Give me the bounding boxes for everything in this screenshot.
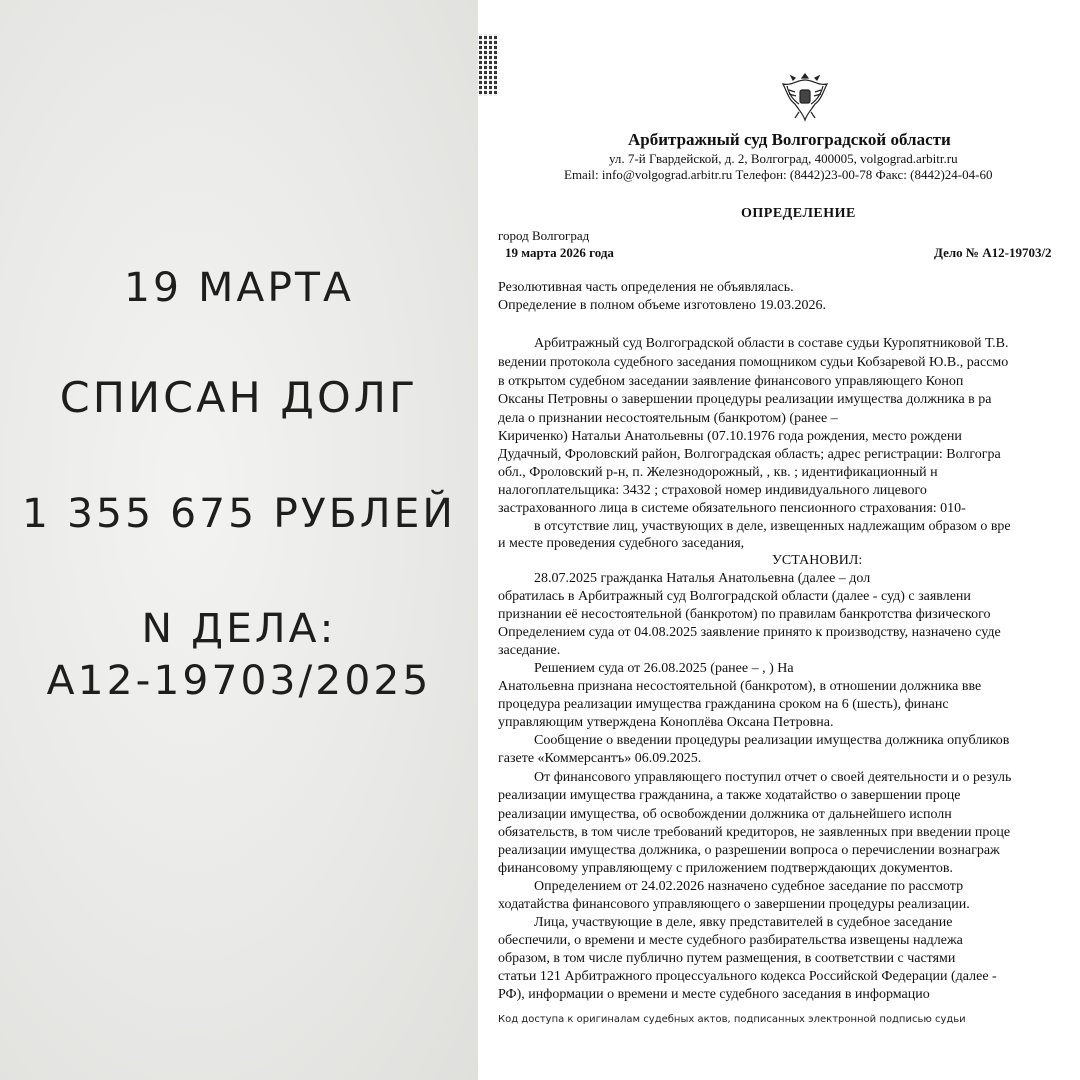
document-city: город Волгоград: [498, 228, 590, 243]
doc-line: процедура реализации имущества гражданина сроком на 6 (шесть), финанс: [498, 697, 949, 712]
case-number: Дело № А12-19703/2: [934, 245, 1052, 260]
access-code-footer: Код доступа к оригиналам судебных актов, подписанных электронной подписью судьи: [498, 1014, 966, 1025]
coat-of-arms-icon: [775, 66, 835, 126]
doc-line: застрахованного лица в системе обязательного пенсионного страхования: 010-: [498, 501, 966, 516]
doc-line: Анатольевна признана несостоятельной (банкротом), в отношении должника вве: [498, 679, 982, 694]
headline-case-number: А12-19703/2025: [46, 658, 432, 704]
document-date: 19 марта 2026 года: [505, 245, 614, 260]
qr-code-icon: [479, 34, 497, 96]
court-name: Арбитражный суд Волгоградской области: [628, 130, 951, 149]
doc-line: реализации имущества должника, о разрешении вопроса о перечислении вознаграж: [498, 843, 1000, 858]
doc-line: 28.07.2025 гражданка Наталья Анатольевна (далее – дол: [534, 571, 871, 586]
doc-line: образом, в том числе публично путем размещения, в соответствии с частями: [498, 951, 956, 966]
court-contacts: Email: info@volgograd.arbitr.ru Телефон: (8442)23-00-78 Факс: (8442)24-04-60: [564, 167, 993, 182]
doc-line: Лица, участвующие в деле, явку представителей в судебное заседание: [534, 915, 953, 930]
headline-date: 19 МАРТА: [124, 265, 354, 311]
doc-line: реализации имущества, об освобождении должника от дальнейшего исполн: [498, 807, 952, 822]
doc-line: налогоплательщика: 3432 ; страховой номер индивидуального лицевого: [498, 483, 927, 498]
doc-line: газете «Коммерсантъ» 06.09.2025.: [498, 751, 702, 766]
doc-line: Дудачный, Фроловский район, Волгоградская область; адрес регистрации: Волгогра: [498, 447, 1001, 462]
doc-line: и месте проведения судебного заседания,: [498, 536, 745, 551]
doc-line: Оксаны Петровны о завершении процедуры реализации имущества должника в ра: [498, 392, 992, 407]
doc-line: Кириченко) Натальи Анатольевны (07.10.1976 года рождения, место рождени: [498, 429, 962, 444]
doc-line: обл., Фроловский р-н, п. Железнодорожный, , кв. ; идентификационный н: [498, 465, 938, 480]
doc-line: заседание.: [498, 643, 561, 658]
doc-heading-established: УСТАНОВИЛ:: [772, 553, 863, 568]
document-type: ОПРЕДЕЛЕНИЕ: [741, 206, 856, 221]
doc-line: в открытом судебном заседании заявление финансового управляющего Коноп: [498, 374, 964, 389]
headline-amount: 1 355 675 РУБЛЕЙ: [21, 491, 457, 537]
court-document: [478, 0, 1080, 1080]
doc-line: реализации имущества гражданина, а также ходатайство о завершении проце: [498, 788, 961, 803]
doc-line: управляющим утверждена Коноплёва Оксана Петровна.: [498, 715, 834, 730]
headline-panel: [0, 0, 478, 1080]
doc-line: Определением суда от 04.08.2025 заявление принято к производству, назначено суде: [498, 625, 1001, 640]
doc-line: Сообщение о введении процедуры реализации имущества должника опубликов: [534, 733, 1010, 748]
doc-line: в отсутствие лиц, участвующих в деле, извещенных надлежащим образом о вре: [534, 519, 1011, 534]
doc-line: ходатайства финансового управляющего о завершении процедуры реализации.: [498, 897, 970, 912]
court-address: ул. 7-й Гвардейской, д. 2, Волгоград, 400005, volgograd.arbitr.ru: [609, 151, 958, 166]
doc-line: Определение в полном объеме изготовлено 19.03.2026.: [498, 298, 826, 313]
doc-line: РФ), информации о времени и месте судебного заседания в информацио: [498, 987, 930, 1002]
headline-debt-written-off: СПИСАН ДОЛГ: [59, 373, 419, 422]
doc-line: обеспечили, о времени и месте судебного разбирательства извещены надлежа: [498, 933, 963, 948]
doc-line: От финансового управляющего поступил отчет о своей деятельности и о резуль: [534, 770, 1012, 785]
doc-line: Арбитражный суд Волгоградской области в составе судьи Куропятниковой Т.В.: [534, 336, 1009, 351]
doc-line: признании её несостоятельной (банкротом) по правилам банкротства физического: [498, 607, 991, 622]
doc-line: ведении протокола судебного заседания помощником судьи Кобзаревой Ю.В., рассмо: [498, 355, 1009, 370]
doc-line: статьи 121 Арбитражного процессуального кодекса Российской Федерации (далее -: [498, 969, 997, 984]
doc-line: Решением суда от 26.08.2025 (ранее – , ) На: [534, 661, 794, 676]
headline-case-label: N ДЕЛА:: [141, 606, 337, 652]
doc-line: финансовому управляющему с приложением подтверждающих документов.: [498, 861, 954, 876]
doc-line: Определением от 24.02.2026 назначено судебное заседание по рассмотр: [534, 879, 964, 894]
doc-line: обратилась в Арбитражный суд Волгоградской области (далее - суд) с заявлени: [498, 589, 971, 604]
doc-line: Резолютивная часть определения не объявлялась.: [498, 280, 794, 295]
doc-line: обязательств, в том числе требований кредиторов, не заявленных при введении проце: [498, 825, 1011, 840]
doc-line: дела о признании несостоятельным (банкротом) (ранее –: [498, 411, 838, 426]
